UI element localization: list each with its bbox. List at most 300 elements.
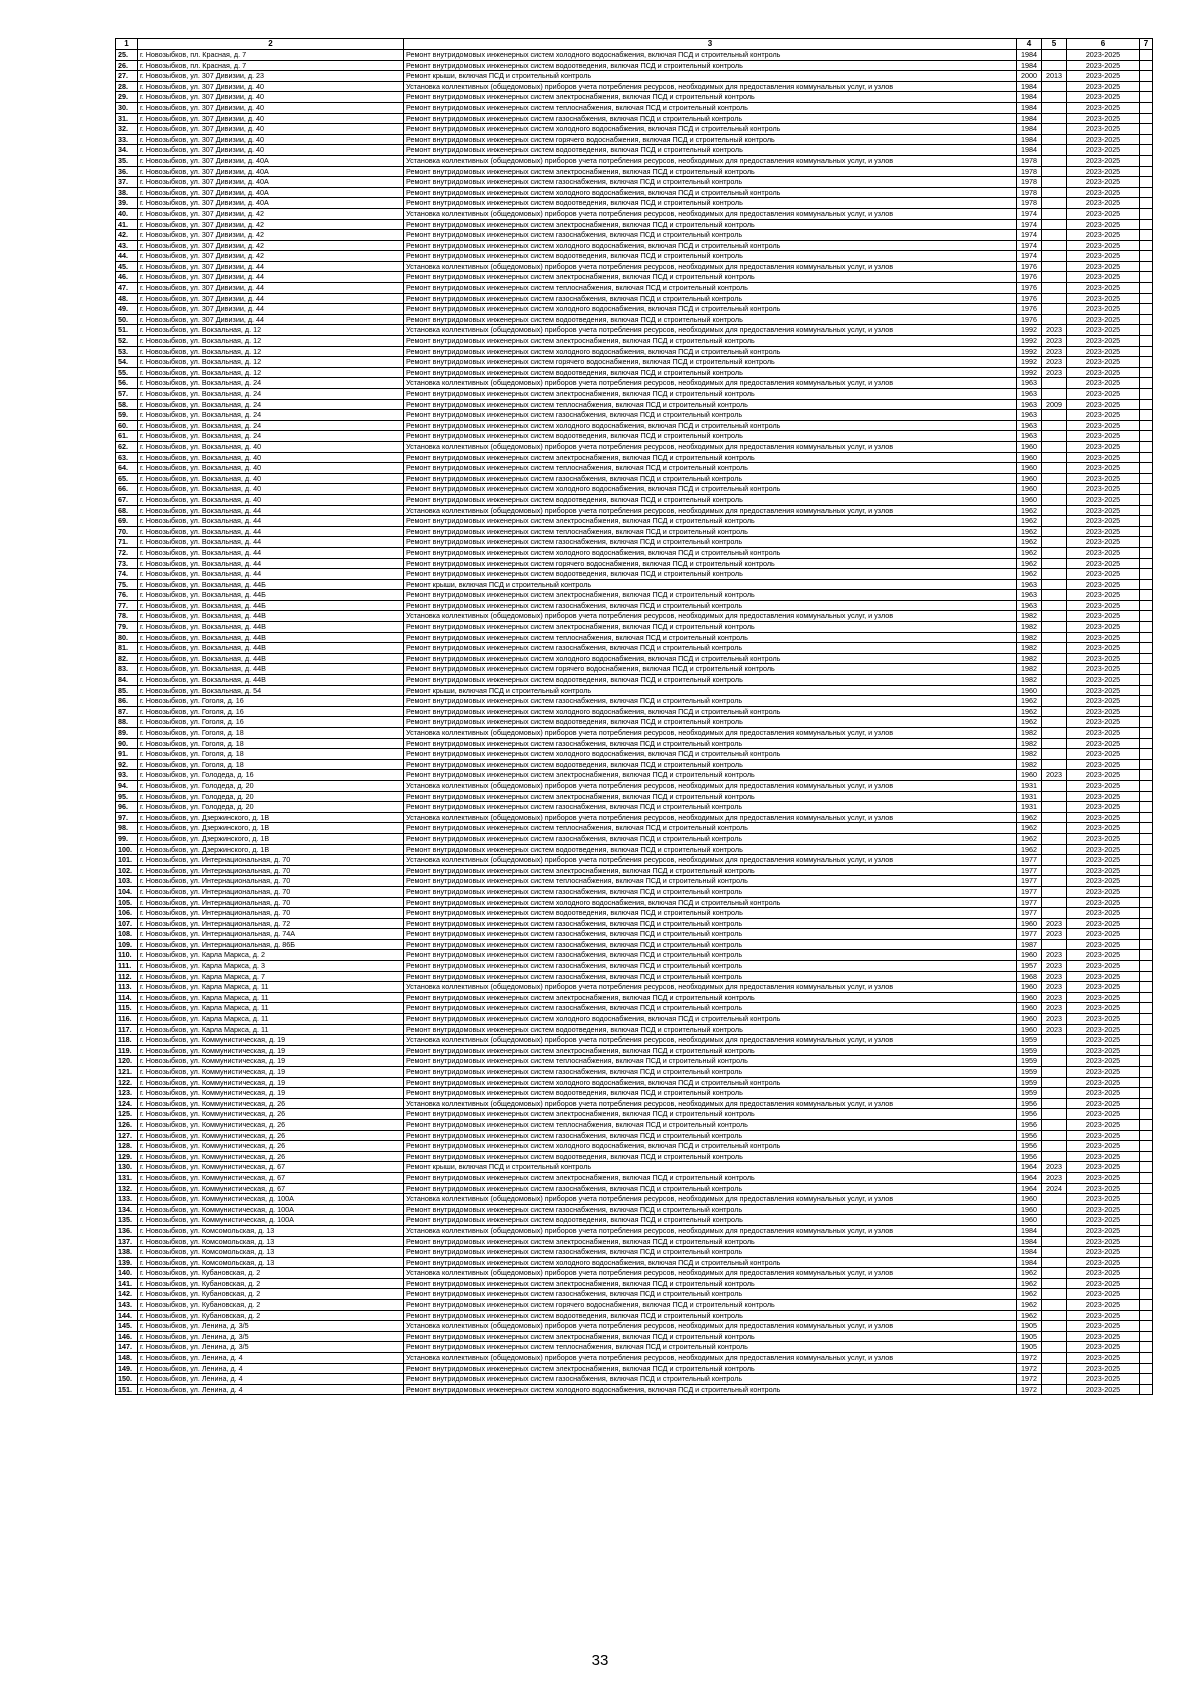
year-last-repair-cell — [1042, 876, 1067, 887]
table-row — [116, 410, 1153, 421]
address-cell: г. Новозыбков, ул. Кубановская, д. 2 — [138, 1278, 404, 1289]
year-last-repair-cell — [1042, 166, 1067, 177]
row-number-cell: 57. — [116, 389, 138, 400]
row-number-cell: 126. — [116, 1119, 138, 1130]
work-type-cell: Установка коллективных (общедомовых) приборов учета потребления ресурсов, необходимых для предоставления коммунальных услуг, и узлов — [404, 1268, 1017, 1279]
planned-period-cell: 2023-2025 — [1067, 1215, 1140, 1226]
year-last-repair-cell — [1042, 1098, 1067, 1109]
row-number-cell: 134. — [116, 1204, 138, 1215]
year-built-cell: 1962 — [1017, 547, 1042, 558]
table-row — [116, 304, 1153, 315]
work-type-cell: Ремонт внутридомовых инженерных систем горячего водоснабжения, включая ПСД и строительный контроль — [404, 1300, 1017, 1311]
year-last-repair-cell — [1042, 939, 1067, 950]
col-7-cell — [1140, 494, 1153, 505]
table-row — [116, 653, 1153, 664]
col-7-cell — [1140, 208, 1153, 219]
col-7-cell — [1140, 155, 1153, 166]
table-row — [116, 579, 1153, 590]
year-built-cell: 1962 — [1017, 537, 1042, 548]
table-row — [116, 431, 1153, 442]
year-built-cell: 1976 — [1017, 314, 1042, 325]
work-type-cell: Ремонт внутридомовых инженерных систем газоснабжения, включая ПСД и строительный контроль — [404, 1247, 1017, 1258]
col-7-cell — [1140, 696, 1153, 707]
address-cell: г. Новозыбков, пл. Красная, д. 7 — [138, 60, 404, 71]
year-built-cell: 1905 — [1017, 1321, 1042, 1332]
row-number-cell: 80. — [116, 632, 138, 643]
year-last-repair-cell: 2023 — [1042, 950, 1067, 961]
row-number-cell: 121. — [116, 1067, 138, 1078]
planned-period-cell: 2023-2025 — [1067, 1014, 1140, 1025]
table-row — [116, 219, 1153, 230]
table-row — [116, 166, 1153, 177]
planned-period-cell: 2023-2025 — [1067, 420, 1140, 431]
row-number-cell: 99. — [116, 833, 138, 844]
row-number-cell: 74. — [116, 569, 138, 580]
year-last-repair-cell: 2009 — [1042, 399, 1067, 410]
planned-period-cell: 2023-2025 — [1067, 664, 1140, 675]
year-built-cell: 1977 — [1017, 886, 1042, 897]
table-row — [116, 1331, 1153, 1342]
row-number-cell: 60. — [116, 420, 138, 431]
year-last-repair-cell — [1042, 622, 1067, 633]
row-number-cell: 87. — [116, 706, 138, 717]
year-built-cell: 1992 — [1017, 346, 1042, 357]
planned-period-cell: 2023-2025 — [1067, 1353, 1140, 1364]
address-cell: г. Новозыбков, ул. 307 Дивизии, д. 42 — [138, 208, 404, 219]
row-number-cell: 108. — [116, 929, 138, 940]
year-last-repair-cell — [1042, 537, 1067, 548]
col-7-cell — [1140, 50, 1153, 61]
table-row — [116, 145, 1153, 156]
row-number-cell: 149. — [116, 1363, 138, 1374]
year-built-cell: 1974 — [1017, 240, 1042, 251]
row-number-cell: 77. — [116, 600, 138, 611]
year-last-repair-cell — [1042, 833, 1067, 844]
year-last-repair-cell — [1042, 1257, 1067, 1268]
address-cell: г. Новозыбков, ул. Вокзальная, д. 24 — [138, 378, 404, 389]
row-number-cell: 70. — [116, 526, 138, 537]
table-row — [116, 558, 1153, 569]
table-row — [116, 1300, 1153, 1311]
col-7-cell — [1140, 240, 1153, 251]
address-cell: г. Новозыбков, ул. Дзержинского, д. 1В — [138, 812, 404, 823]
col-7-cell — [1140, 505, 1153, 516]
year-built-cell: 1978 — [1017, 177, 1042, 188]
table-row — [116, 1194, 1153, 1205]
planned-period-cell: 2023-2025 — [1067, 516, 1140, 527]
year-built-cell: 1976 — [1017, 272, 1042, 283]
row-number-cell: 92. — [116, 759, 138, 770]
row-number-cell: 93. — [116, 770, 138, 781]
address-cell: г. Новозыбков, ул. Кубановская, д. 2 — [138, 1268, 404, 1279]
table-row — [116, 1225, 1153, 1236]
col-7-cell — [1140, 92, 1153, 103]
planned-period-cell: 2023-2025 — [1067, 261, 1140, 272]
address-cell: г. Новозыбков, ул. Вокзальная, д. 40 — [138, 452, 404, 463]
work-type-cell: Ремонт внутридомовых инженерных систем электроснабжения, включая ПСД и строительный контроль — [404, 389, 1017, 400]
table-row — [116, 230, 1153, 241]
planned-period-cell: 2023-2025 — [1067, 823, 1140, 834]
col-7-cell — [1140, 367, 1153, 378]
planned-period-cell: 2023-2025 — [1067, 1130, 1140, 1141]
address-cell: г. Новозыбков, ул. Коммунистическая, д. 19 — [138, 1056, 404, 1067]
year-last-repair-cell — [1042, 251, 1067, 262]
year-built-cell: 1976 — [1017, 293, 1042, 304]
year-built-cell: 1962 — [1017, 717, 1042, 728]
planned-period-cell: 2023-2025 — [1067, 346, 1140, 357]
address-cell: г. Новозыбков, ул. 307 Дивизии, д. 40 — [138, 81, 404, 92]
table-row — [116, 600, 1153, 611]
work-type-cell: Ремонт внутридомовых инженерных систем водоотведения, включая ПСД и строительный контроль — [404, 251, 1017, 262]
planned-period-cell: 2023-2025 — [1067, 802, 1140, 813]
planned-period-cell: 2023-2025 — [1067, 632, 1140, 643]
year-built-cell: 1982 — [1017, 643, 1042, 654]
year-last-repair-cell: 2023 — [1042, 929, 1067, 940]
year-last-repair-cell — [1042, 643, 1067, 654]
work-type-cell: Ремонт внутридомовых инженерных систем электроснабжения, включая ПСД и строительный контроль — [404, 865, 1017, 876]
year-last-repair-cell: 2023 — [1042, 918, 1067, 929]
col-7-cell — [1140, 1162, 1153, 1173]
table-row — [116, 1278, 1153, 1289]
year-built-cell: 1931 — [1017, 802, 1042, 813]
table-row — [116, 1056, 1153, 1067]
row-number-cell: 35. — [116, 155, 138, 166]
year-built-cell: 1959 — [1017, 1056, 1042, 1067]
address-cell: г. Новозыбков, ул. Гоголя, д. 18 — [138, 749, 404, 760]
year-built-cell: 1963 — [1017, 399, 1042, 410]
address-cell: г. Новозыбков, ул. Ленина, д. 3/5 — [138, 1342, 404, 1353]
planned-period-cell: 2023-2025 — [1067, 60, 1140, 71]
col-7-cell — [1140, 452, 1153, 463]
planned-period-cell: 2023-2025 — [1067, 1374, 1140, 1385]
table-row — [116, 92, 1153, 103]
work-type-cell: Ремонт внутридомовых инженерных систем водоотведения, включая ПСД и строительный контроль — [404, 198, 1017, 209]
year-built-cell: 1992 — [1017, 336, 1042, 347]
row-number-cell: 65. — [116, 473, 138, 484]
planned-period-cell: 2023-2025 — [1067, 1225, 1140, 1236]
address-cell: г. Новозыбков, ул. 307 Дивизии, д. 23 — [138, 71, 404, 82]
address-cell: г. Новозыбков, ул. Комсомольская, д. 13 — [138, 1225, 404, 1236]
col-7-cell — [1140, 876, 1153, 887]
planned-period-cell: 2023-2025 — [1067, 1109, 1140, 1120]
row-number-cell: 67. — [116, 494, 138, 505]
year-last-repair-cell — [1042, 1194, 1067, 1205]
table-row — [116, 622, 1153, 633]
col-7-cell — [1140, 537, 1153, 548]
row-number-cell: 100. — [116, 844, 138, 855]
header-col-2: 2 — [138, 39, 404, 50]
table-row — [116, 113, 1153, 124]
row-number-cell: 86. — [116, 696, 138, 707]
year-last-repair-cell — [1042, 92, 1067, 103]
year-built-cell: 1962 — [1017, 569, 1042, 580]
table-row — [116, 1172, 1153, 1183]
work-type-cell: Ремонт внутридомовых инженерных систем теплоснабжения, включая ПСД и строительный контроль — [404, 1056, 1017, 1067]
address-cell: г. Новозыбков, ул. Голодеда, д. 20 — [138, 802, 404, 813]
work-type-cell: Ремонт крыши, включая ПСД и строительный контроль — [404, 579, 1017, 590]
year-last-repair-cell — [1042, 558, 1067, 569]
work-type-cell: Ремонт внутридомовых инженерных систем водоотведения, включая ПСД и строительный контроль — [404, 675, 1017, 686]
year-built-cell: 1978 — [1017, 198, 1042, 209]
year-built-cell: 1964 — [1017, 1172, 1042, 1183]
year-last-repair-cell — [1042, 1225, 1067, 1236]
year-built-cell: 1963 — [1017, 420, 1042, 431]
col-7-cell — [1140, 71, 1153, 82]
year-last-repair-cell — [1042, 1215, 1067, 1226]
year-built-cell: 1905 — [1017, 1342, 1042, 1353]
work-type-cell: Установка коллективных (общедомовых) приборов учета потребления ресурсов, необходимых для предоставления коммунальных услуг, и узлов — [404, 325, 1017, 336]
table-row — [116, 452, 1153, 463]
col-7-cell — [1140, 770, 1153, 781]
row-number-cell: 140. — [116, 1268, 138, 1279]
row-number-cell: 95. — [116, 791, 138, 802]
year-built-cell: 1962 — [1017, 1300, 1042, 1311]
col-7-cell — [1140, 939, 1153, 950]
planned-period-cell: 2023-2025 — [1067, 304, 1140, 315]
year-built-cell: 1984 — [1017, 1236, 1042, 1247]
year-built-cell: 1963 — [1017, 389, 1042, 400]
work-type-cell: Ремонт внутридомовых инженерных систем газоснабжения, включая ПСД и строительный контроль — [404, 537, 1017, 548]
year-last-repair-cell — [1042, 293, 1067, 304]
col-7-cell — [1140, 283, 1153, 294]
year-last-repair-cell — [1042, 791, 1067, 802]
table-row — [116, 770, 1153, 781]
year-last-repair-cell — [1042, 1310, 1067, 1321]
planned-period-cell: 2023-2025 — [1067, 569, 1140, 580]
year-built-cell: 1963 — [1017, 410, 1042, 421]
year-built-cell: 1978 — [1017, 166, 1042, 177]
row-number-cell: 45. — [116, 261, 138, 272]
address-cell: г. Новозыбков, ул. Ленина, д. 4 — [138, 1353, 404, 1364]
row-number-cell: 39. — [116, 198, 138, 209]
row-number-cell: 133. — [116, 1194, 138, 1205]
table-row — [116, 1363, 1153, 1374]
col-7-cell — [1140, 1374, 1153, 1385]
year-built-cell: 1956 — [1017, 1141, 1042, 1152]
year-last-repair-cell — [1042, 1247, 1067, 1258]
row-number-cell: 129. — [116, 1151, 138, 1162]
col-7-cell — [1140, 102, 1153, 113]
year-last-repair-cell — [1042, 717, 1067, 728]
col-7-cell — [1140, 1353, 1153, 1364]
year-built-cell: 1972 — [1017, 1384, 1042, 1395]
col-7-cell — [1140, 431, 1153, 442]
table-row — [116, 71, 1153, 82]
address-cell: г. Новозыбков, ул. Гоголя, д. 16 — [138, 696, 404, 707]
row-number-cell: 105. — [116, 897, 138, 908]
year-last-repair-cell — [1042, 865, 1067, 876]
planned-period-cell: 2023-2025 — [1067, 124, 1140, 135]
address-cell: г. Новозыбков, ул. Вокзальная, д. 40 — [138, 441, 404, 452]
year-last-repair-cell — [1042, 155, 1067, 166]
year-built-cell: 1960 — [1017, 918, 1042, 929]
address-cell: г. Новозыбков, ул. 307 Дивизии, д. 40А — [138, 166, 404, 177]
table-row — [116, 187, 1153, 198]
planned-period-cell: 2023-2025 — [1067, 1268, 1140, 1279]
col-7-cell — [1140, 441, 1153, 452]
planned-period-cell: 2023-2025 — [1067, 855, 1140, 866]
col-7-cell — [1140, 643, 1153, 654]
planned-period-cell: 2023-2025 — [1067, 92, 1140, 103]
row-number-cell: 151. — [116, 1384, 138, 1395]
col-7-cell — [1140, 1141, 1153, 1152]
work-type-cell: Ремонт внутридомовых инженерных систем газоснабжения, включая ПСД и строительный контроль — [404, 886, 1017, 897]
planned-period-cell: 2023-2025 — [1067, 908, 1140, 919]
work-type-cell: Ремонт внутридомовых инженерных систем электроснабжения, включая ПСД и строительный контроль — [404, 219, 1017, 230]
work-type-cell: Ремонт внутридомовых инженерных систем электроснабжения, включая ПСД и строительный контроль — [404, 336, 1017, 347]
col-7-cell — [1140, 664, 1153, 675]
row-number-cell: 37. — [116, 177, 138, 188]
col-7-cell — [1140, 60, 1153, 71]
table-row — [116, 643, 1153, 654]
table-row — [116, 240, 1153, 251]
address-cell: г. Новозыбков, ул. Ленина, д. 4 — [138, 1384, 404, 1395]
year-last-repair-cell — [1042, 208, 1067, 219]
address-cell: г. Новозыбков, ул. Ленина, д. 4 — [138, 1363, 404, 1374]
planned-period-cell: 2023-2025 — [1067, 219, 1140, 230]
year-last-repair-cell — [1042, 1077, 1067, 1088]
year-built-cell: 1977 — [1017, 897, 1042, 908]
header-col-7: 7 — [1140, 39, 1153, 50]
table-row — [116, 1098, 1153, 1109]
year-last-repair-cell — [1042, 759, 1067, 770]
planned-period-cell: 2023-2025 — [1067, 441, 1140, 452]
row-number-cell: 55. — [116, 367, 138, 378]
year-built-cell: 1956 — [1017, 1098, 1042, 1109]
work-type-cell: Ремонт крыши, включая ПСД и строительный контроль — [404, 1162, 1017, 1173]
work-type-cell: Ремонт внутридомовых инженерных систем газоснабжения, включая ПСД и строительный контроль — [404, 929, 1017, 940]
address-cell: г. Новозыбков, ул. Ленина, д. 3/5 — [138, 1321, 404, 1332]
table-row — [116, 1342, 1153, 1353]
row-number-cell: 112. — [116, 971, 138, 982]
row-number-cell: 56. — [116, 378, 138, 389]
planned-period-cell: 2023-2025 — [1067, 717, 1140, 728]
year-last-repair-cell: 2023 — [1042, 367, 1067, 378]
planned-period-cell: 2023-2025 — [1067, 431, 1140, 442]
work-type-cell: Ремонт внутридомовых инженерных систем электроснабжения, включая ПСД и строительный контроль — [404, 791, 1017, 802]
year-last-repair-cell: 2023 — [1042, 1003, 1067, 1014]
table-row — [116, 728, 1153, 739]
address-cell: г. Новозыбков, ул. Коммунистическая, д. 100А — [138, 1215, 404, 1226]
planned-period-cell: 2023-2025 — [1067, 283, 1140, 294]
year-built-cell: 1962 — [1017, 833, 1042, 844]
table-row — [116, 738, 1153, 749]
work-type-cell: Ремонт внутридомовых инженерных систем теплоснабжения, включая ПСД и строительный контроль — [404, 526, 1017, 537]
planned-period-cell: 2023-2025 — [1067, 558, 1140, 569]
col-7-cell — [1140, 304, 1153, 315]
address-cell: г. Новозыбков, ул. Вокзальная, д. 44 — [138, 526, 404, 537]
planned-period-cell: 2023-2025 — [1067, 622, 1140, 633]
row-number-cell: 127. — [116, 1130, 138, 1141]
table-row — [116, 1215, 1153, 1226]
col-7-cell — [1140, 855, 1153, 866]
year-last-repair-cell — [1042, 240, 1067, 251]
work-type-cell: Ремонт внутридомовых инженерных систем водоотведения, включая ПСД и строительный контроль — [404, 1215, 1017, 1226]
table-row — [116, 537, 1153, 548]
year-last-repair-cell: 2023 — [1042, 961, 1067, 972]
table-row — [116, 717, 1153, 728]
address-cell: г. Новозыбков, ул. Интернациональная, д. 70 — [138, 855, 404, 866]
table-row — [116, 569, 1153, 580]
work-type-cell: Установка коллективных (общедомовых) приборов учета потребления ресурсов, необходимых для предоставления коммунальных услуг, и узлов — [404, 155, 1017, 166]
row-number-cell: 96. — [116, 802, 138, 813]
work-type-cell: Ремонт внутридомовых инженерных систем теплоснабжения, включая ПСД и строительный контроль — [404, 1342, 1017, 1353]
table-row — [116, 1130, 1153, 1141]
table-row — [116, 134, 1153, 145]
address-cell: г. Новозыбков, ул. 307 Дивизии, д. 40 — [138, 113, 404, 124]
table-row — [116, 208, 1153, 219]
work-type-cell: Ремонт внутридомовых инженерных систем водоотведения, включая ПСД и строительный контроль — [404, 569, 1017, 580]
planned-period-cell: 2023-2025 — [1067, 1098, 1140, 1109]
row-number-cell: 119. — [116, 1045, 138, 1056]
table-row — [116, 1003, 1153, 1014]
table-row — [116, 664, 1153, 675]
table-row — [116, 1109, 1153, 1120]
planned-period-cell: 2023-2025 — [1067, 675, 1140, 686]
row-number-cell: 144. — [116, 1310, 138, 1321]
year-built-cell: 1982 — [1017, 759, 1042, 770]
year-built-cell: 1962 — [1017, 1278, 1042, 1289]
table-row — [116, 357, 1153, 368]
col-7-cell — [1140, 992, 1153, 1003]
row-number-cell: 46. — [116, 272, 138, 283]
col-7-cell — [1140, 590, 1153, 601]
row-number-cell: 58. — [116, 399, 138, 410]
address-cell: г. Новозыбков, ул. Коммунистическая, д. 26 — [138, 1119, 404, 1130]
table-row — [116, 749, 1153, 760]
address-cell: г. Новозыбков, ул. Вокзальная, д. 44В — [138, 664, 404, 675]
year-last-repair-cell — [1042, 1045, 1067, 1056]
year-built-cell: 1984 — [1017, 1225, 1042, 1236]
col-7-cell — [1140, 314, 1153, 325]
planned-period-cell: 2023-2025 — [1067, 939, 1140, 950]
year-last-repair-cell — [1042, 780, 1067, 791]
col-7-cell — [1140, 473, 1153, 484]
year-last-repair-cell — [1042, 653, 1067, 664]
year-last-repair-cell — [1042, 1130, 1067, 1141]
planned-period-cell: 2023-2025 — [1067, 526, 1140, 537]
col-7-cell — [1140, 526, 1153, 537]
table-row — [116, 950, 1153, 961]
year-built-cell: 1960 — [1017, 463, 1042, 474]
work-type-cell: Ремонт внутридомовых инженерных систем водоотведения, включая ПСД и строительный контроль — [404, 494, 1017, 505]
row-number-cell: 25. — [116, 50, 138, 61]
year-built-cell: 1982 — [1017, 611, 1042, 622]
work-type-cell: Установка коллективных (общедомовых) приборов учета потребления ресурсов, необходимых для предоставления коммунальных услуг, и узлов — [404, 855, 1017, 866]
year-last-repair-cell — [1042, 1321, 1067, 1332]
table-row — [116, 1247, 1153, 1258]
work-type-cell: Ремонт внутридомовых инженерных систем газоснабжения, включая ПСД и строительный контроль — [404, 600, 1017, 611]
year-last-repair-cell — [1042, 802, 1067, 813]
year-built-cell: 1984 — [1017, 1247, 1042, 1258]
address-cell: г. Новозыбков, ул. Дзержинского, д. 1В — [138, 844, 404, 855]
table-row — [116, 1321, 1153, 1332]
address-cell: г. Новозыбков, ул. Карла Маркса, д. 11 — [138, 1003, 404, 1014]
address-cell: г. Новозыбков, ул. Гоголя, д. 18 — [138, 738, 404, 749]
planned-period-cell: 2023-2025 — [1067, 71, 1140, 82]
planned-period-cell: 2023-2025 — [1067, 1088, 1140, 1099]
planned-period-cell: 2023-2025 — [1067, 484, 1140, 495]
work-type-cell: Ремонт внутридомовых инженерных систем теплоснабжения, включая ПСД и строительный контроль — [404, 283, 1017, 294]
planned-period-cell: 2023-2025 — [1067, 1162, 1140, 1173]
table-row — [116, 908, 1153, 919]
table-row — [116, 812, 1153, 823]
year-last-repair-cell — [1042, 463, 1067, 474]
year-built-cell: 1982 — [1017, 738, 1042, 749]
address-cell: г. Новозыбков, ул. Карла Маркса, д. 3 — [138, 961, 404, 972]
planned-period-cell: 2023-2025 — [1067, 1342, 1140, 1353]
address-cell: г. Новозыбков, ул. Коммунистическая, д. 19 — [138, 1035, 404, 1046]
